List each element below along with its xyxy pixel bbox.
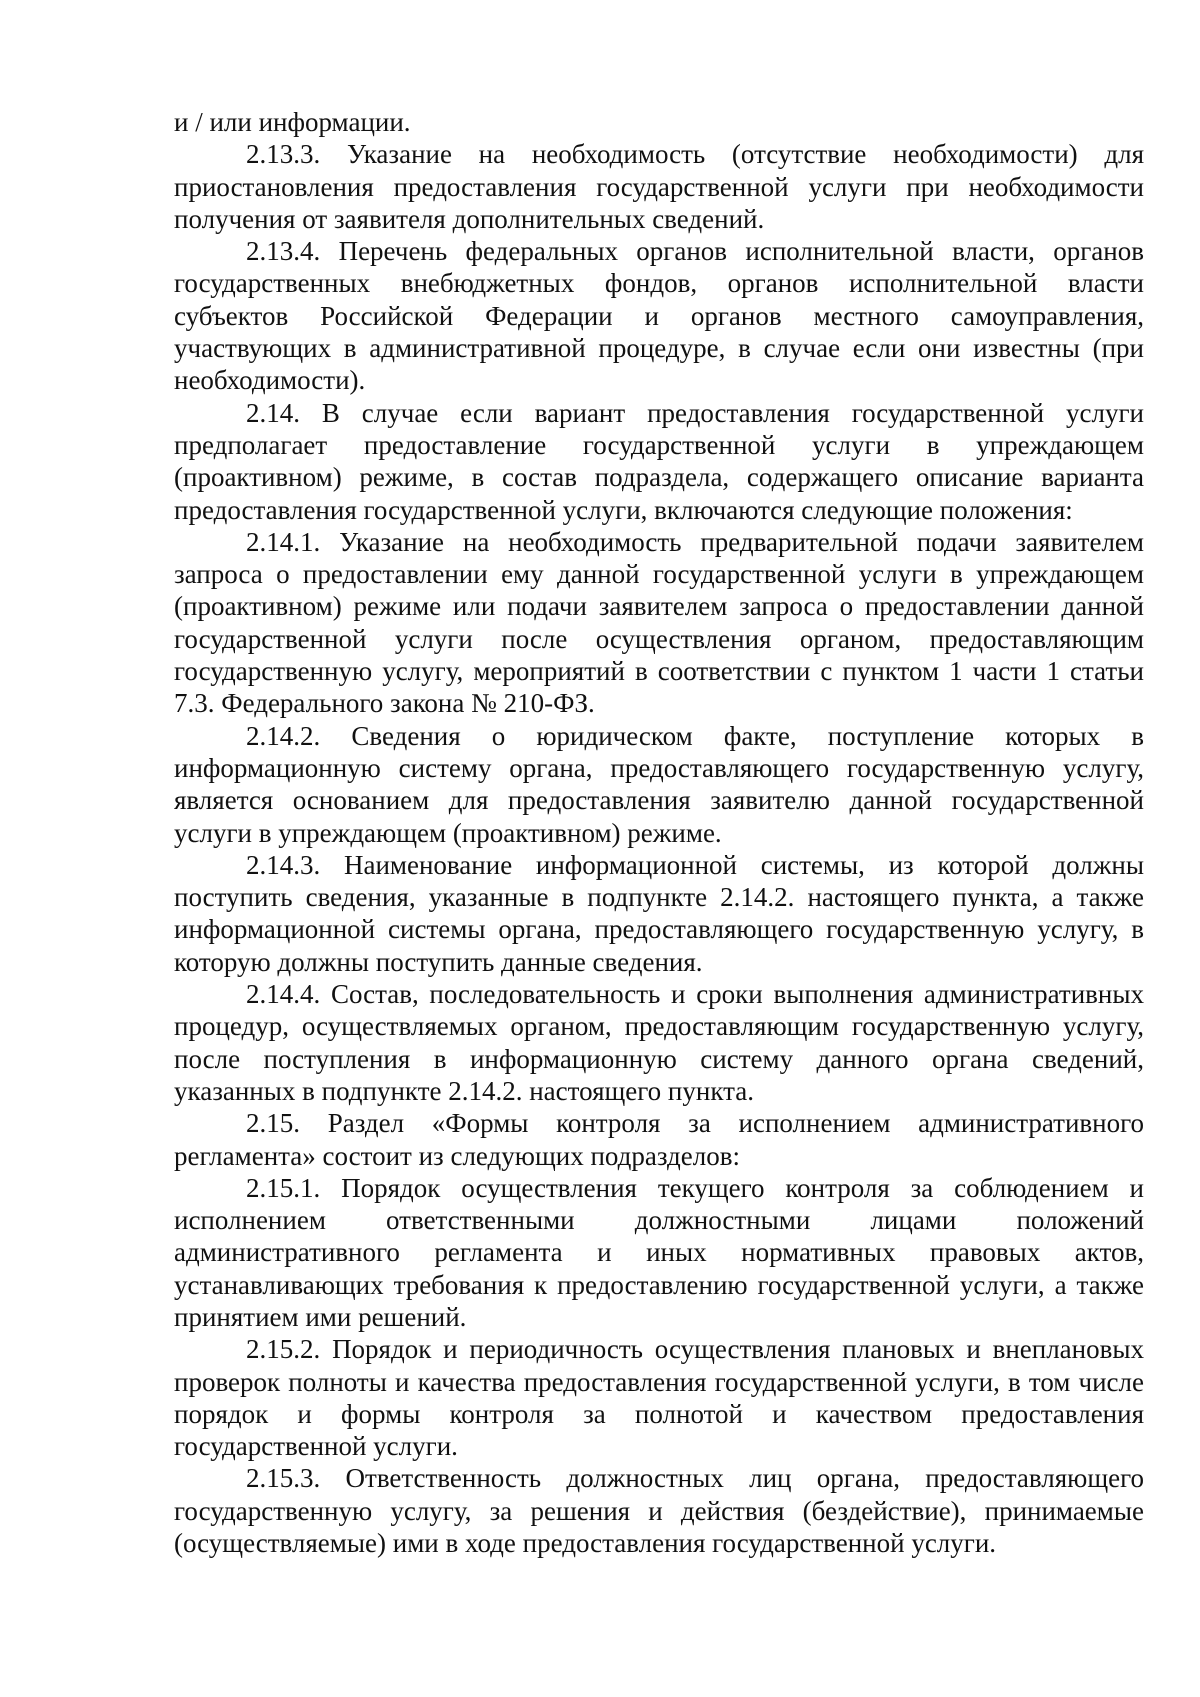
paragraph-number: 2.14.1.	[246, 526, 321, 557]
paragraph-text: Перечень федеральных органов исполнительной власти, органов государственных внебюджетных фондов, органов исполнительной власти субъектов Российской Федерации и органов местного самоуправления, участвующих в административной процедуре, в случае если они известны (при необходимости).	[174, 236, 1144, 396]
paragraph-number: 2.15.2.	[246, 1334, 321, 1365]
paragraph-text: Раздел «Формы контроля за исполнением административного регламента» состоит из следующих подразделов:	[174, 1108, 1145, 1171]
paragraph-text: В случае если вариант предоставления государственной услуги предполагает предоставление государственной услуги в упреждающем (проактивном) режиме, в состав подраздела, содержащего описание варианта предоставления государственной услуги, включаются следующие положения:	[174, 397, 1145, 525]
paragraph-2-13-3	[174, 138, 1144, 235]
paragraph-text: Указание на необходимость предварительной подачи заявителем запроса о предоставлении ему данной государственной услуги в упреждающем (проактивном) режиме или подачи заявителем запроса о предоставлении данной государственной услуги после осуществления органом, предоставляющим государственную услугу, мероприятий в соответствии с пунктом 1 части 1 статьи 7.3. Федерального закона № 210-ФЗ.	[174, 526, 1144, 719]
paragraph-text: Порядок осуществления текущего контроля за соблюдением и исполнением ответственными должностными лицами положений административного регламента и иных нормативных правовых актов, устанавливающих требования к предоставлению государственной услуги, а также принятием ими решений.	[174, 1172, 1144, 1332]
paragraph-number: 2.13.3.	[246, 139, 321, 170]
paragraph-2-15-1	[174, 1172, 1144, 1333]
paragraph-2-14-4	[174, 978, 1144, 1107]
paragraph-number: 2.15.1.	[246, 1172, 321, 1203]
paragraph-continuation	[174, 106, 1144, 138]
paragraph-text: Наименование информационной системы, из которой должны поступить сведения, указанные в подпункте 2.14.2. настоящего пункта, а также информационной системы органа, предоставляющего государственную услугу, в которую должны поступить данные сведения.	[174, 849, 1145, 977]
paragraph-2-15-2	[174, 1333, 1144, 1462]
paragraph-text: Сведения о юридическом факте, поступление которых в информационную систему органа, предоставляющего государственную услугу, является основанием для предоставления заявителю данной государственной услуги в упреждающем (проактивном) режиме.	[174, 720, 1145, 848]
paragraph-number: 2.14.4.	[246, 979, 321, 1010]
paragraph-2-14	[174, 397, 1144, 526]
paragraph-number: 2.14.2.	[246, 720, 321, 751]
document-page	[174, 106, 1144, 1559]
paragraph-2-15	[174, 1107, 1144, 1172]
paragraph-text: Указание на необходимость (отсутствие необходимости) для приостановления предоставления государственной услуги при необходимости получения от заявителя дополнительных сведений.	[174, 139, 1145, 234]
paragraph-text: Состав, последовательность и сроки выполнения административных процедур, осуществляемых органом, предоставляющим государственную услугу, после поступления в информационную систему данного органа сведений, указанных в подпункте 2.14.2. настоящего пункта.	[174, 979, 1144, 1106]
paragraph-2-14-3	[174, 849, 1144, 978]
paragraph-2-15-3	[174, 1462, 1144, 1559]
paragraph-2-14-1	[174, 526, 1144, 720]
paragraph-number: 2.14.	[246, 397, 300, 428]
paragraph-text: Ответственность должностных лиц органа, предоставляющего государственную услугу, за решения и действия (бездействие), принимаемые (осуществляемые) ими в ходе предоставления государственной услуги.	[174, 1463, 1145, 1559]
paragraph-text: Порядок и периодичность осуществления плановых и внеплановых проверок полноты и качества предоставления государственной услуги, в том числе порядок и формы контроля за полнотой и качеством предоставления государственной услуги.	[174, 1334, 1144, 1462]
paragraph-number: 2.13.4.	[246, 236, 321, 267]
paragraph-number: 2.15.3.	[246, 1463, 321, 1494]
paragraph-2-13-4	[174, 235, 1144, 396]
paragraph-text: и / или информации.	[174, 107, 411, 137]
paragraph-number: 2.14.3.	[246, 849, 321, 880]
paragraph-number: 2.15.	[246, 1108, 300, 1139]
paragraph-2-14-2	[174, 720, 1144, 849]
